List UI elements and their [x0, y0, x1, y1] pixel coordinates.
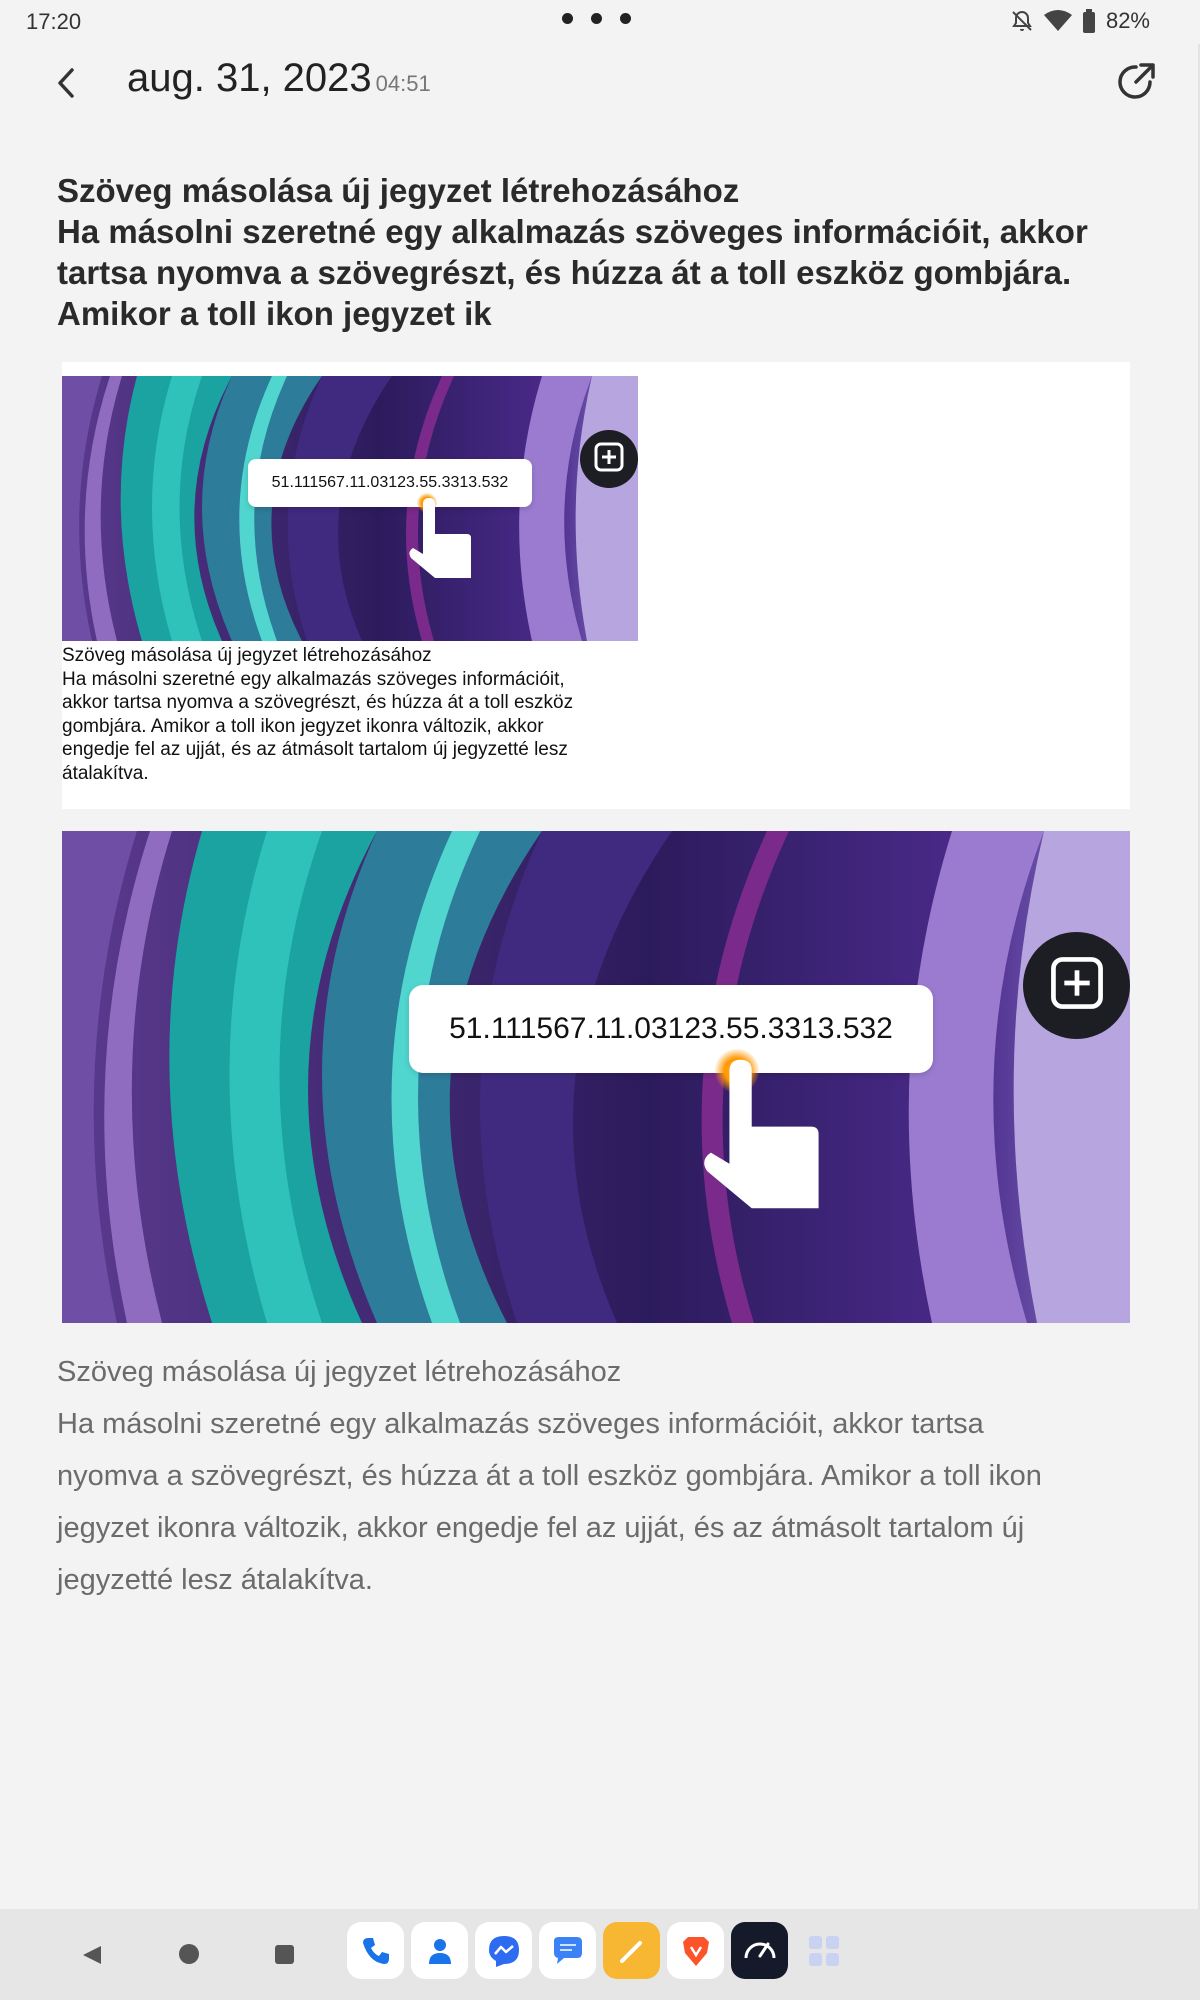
messenger-app-icon[interactable] — [475, 1922, 532, 1979]
body-line: Szöveg másolása új jegyzet létrehozásához — [57, 1356, 622, 1388]
hand-pointer-icon — [405, 498, 475, 583]
back-button[interactable] — [48, 58, 88, 108]
note-title[interactable] — [57, 170, 1137, 334]
caption-line: Ha másolni szeretné egy alkalmazás szöveges információit, — [62, 668, 565, 690]
note-time: 04:51 — [375, 71, 431, 96]
home-circle-icon[interactable] — [179, 1944, 199, 1964]
plus-square-icon — [593, 441, 625, 478]
copied-text-pill-large — [409, 985, 933, 1073]
back-triangle-icon[interactable] — [81, 1944, 103, 1971]
status-icons — [1010, 8, 1150, 34]
swirl-image-large[interactable] — [62, 831, 1130, 1323]
hand-pointer-icon-large — [696, 1059, 826, 1214]
back-icon — [48, 95, 88, 112]
card-caption — [62, 644, 638, 785]
share-icon — [1114, 91, 1160, 108]
note-view — [0, 44, 1200, 1909]
note-header — [0, 44, 1198, 134]
note-date — [127, 56, 431, 101]
status-bar — [0, 0, 1200, 44]
new-note-button-large — [1023, 932, 1130, 1039]
swirl-image-small — [62, 376, 638, 641]
speedometer-app-icon[interactable] — [731, 1922, 788, 1979]
pill-text-large: 51.111567.11.03123.55.3313.532 — [449, 1012, 893, 1045]
status-time: 17:20 — [26, 9, 82, 34]
notes-app-icon[interactable] — [603, 1922, 660, 1979]
battery-percent: 82% — [1105, 8, 1150, 33]
caption-line: Szöveg másolása új jegyzet létrehozásához — [62, 645, 432, 666]
body-line: jegyzet ikonra változik, akkor engedje fel az ujját, és az átmásolt tartalom új — [57, 1512, 1025, 1544]
new-note-button — [580, 430, 638, 488]
app-dock — [347, 1922, 852, 1979]
recents-square-icon[interactable] — [275, 1945, 294, 1964]
note-body[interactable] — [57, 1346, 1157, 1606]
plus-square-icon-large — [1048, 954, 1106, 1017]
status-dots — [562, 13, 631, 24]
app-drawer-icon[interactable] — [795, 1922, 852, 1979]
embedded-web-card[interactable] — [62, 362, 1130, 809]
wifi-icon — [1044, 10, 1072, 32]
note-title-line: Amikor a toll ikon jegyzet ik — [57, 295, 492, 332]
caption-line: gombjára. Amikor a toll ikon jegyzet ikonra változik, akkor — [62, 715, 544, 737]
contacts-app-icon[interactable] — [411, 1922, 468, 1979]
body-line: nyomva a szövegrészt, és húzza át a toll eszköz gombjára. Amikor a toll ikon — [57, 1460, 1042, 1492]
pill-text: 51.111567.11.03123.55.3313.532 — [271, 474, 509, 491]
phone-app-icon[interactable] — [347, 1922, 404, 1979]
caption-line: akkor tartsa nyomva a szövegrészt, és húzza át a toll eszköz — [62, 692, 574, 713]
note-title-line: tartsa nyomva a szövegrészt, és húzza át a toll eszköz gombjára. — [57, 254, 1072, 291]
navigation-bar — [0, 1909, 1200, 2000]
messages-app-icon[interactable] — [539, 1922, 596, 1979]
copied-text-pill — [248, 459, 532, 507]
mute-icon — [1010, 9, 1034, 33]
caption-line: engedje fel az ujját, és az átmásolt tartalom új jegyzetté lesz — [62, 739, 568, 760]
battery-icon — [1082, 9, 1096, 33]
note-title-line: Szöveg másolása új jegyzet létrehozásához — [57, 172, 740, 209]
caption-line: átalakítva. — [62, 762, 149, 784]
brave-app-icon[interactable] — [667, 1922, 724, 1979]
note-date-text: aug. 31, 2023 — [127, 56, 372, 100]
body-line: jegyzetté lesz átalakítva. — [57, 1564, 373, 1596]
note-title-line: Ha másolni szeretné egy alkalmazás szöveges információit, akkor — [57, 213, 1088, 250]
share-button[interactable] — [1114, 58, 1160, 104]
body-line: Ha másolni szeretné egy alkalmazás szöveges információit, akkor tartsa — [57, 1408, 984, 1440]
